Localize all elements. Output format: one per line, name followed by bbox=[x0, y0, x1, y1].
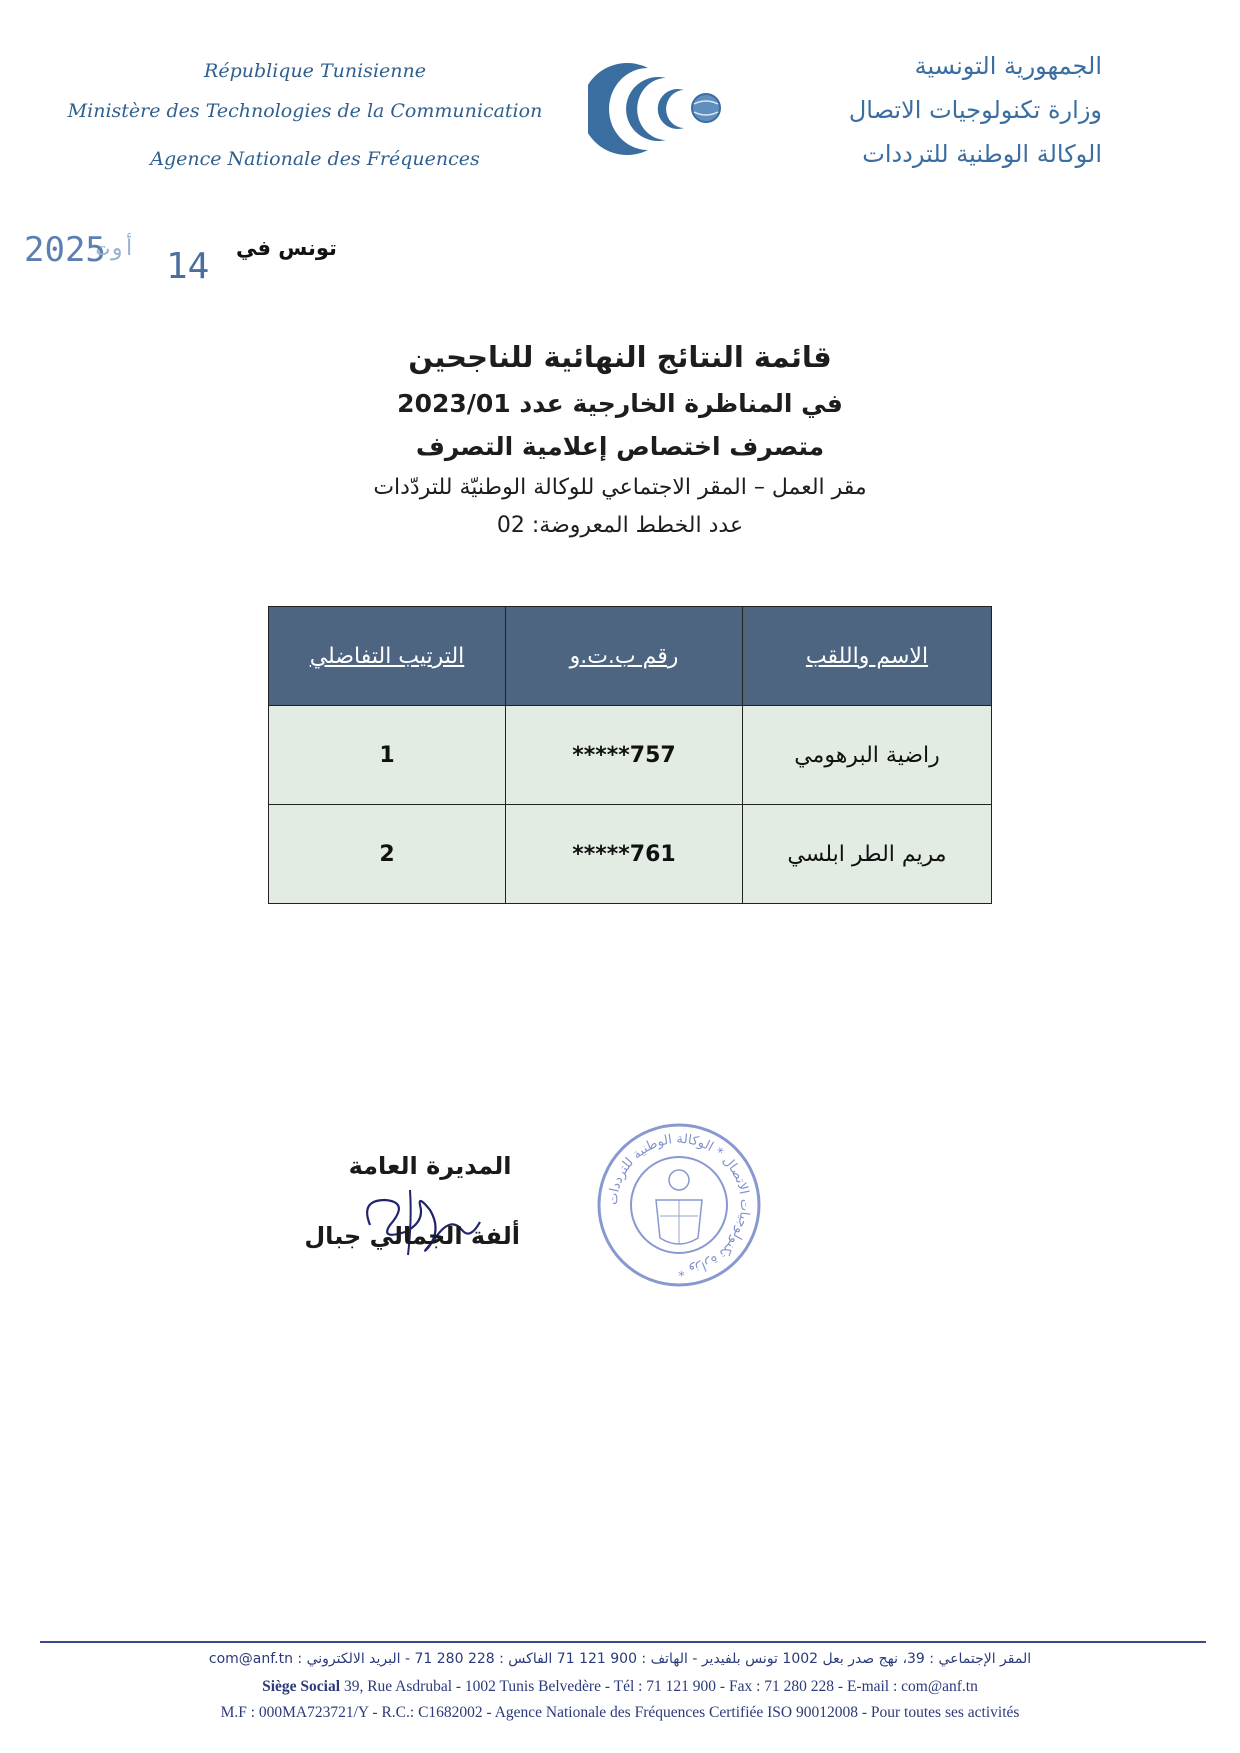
cell-id: *****761 bbox=[506, 805, 743, 904]
footer-siege-label: Siège Social bbox=[262, 1678, 341, 1695]
header-fr-republic: République Tunisienne bbox=[204, 60, 426, 82]
date-city-label: تونس في bbox=[236, 236, 337, 260]
col-header-name: الاسم واللقب bbox=[742, 607, 991, 706]
anf-logo-icon bbox=[588, 60, 734, 156]
header-fr-agency: Agence Nationale des Fréquences bbox=[150, 148, 480, 170]
col-header-id: رقم ب.ت.و bbox=[506, 607, 743, 706]
cell-name: مريم الطر ابلسي bbox=[742, 805, 991, 904]
doc-subtitle-position: متصرف اختصاص إعلامية التصرف bbox=[415, 432, 825, 461]
signatory-title: المديرة العامة bbox=[348, 1152, 512, 1180]
footer-ar-address: المقر الإجتماعي : 39، نهج صدر بعل 1002 تونس بلفيدير - الهاتف : 900 121 71 الفاكس : 228 280 71 - البريد الالكتروني : com@anf.tn bbox=[208, 1651, 1032, 1667]
table-header-row bbox=[269, 607, 992, 706]
date-month: أوت bbox=[96, 236, 136, 261]
header-ar-agency: الوكالة الوطنية للترددات bbox=[862, 140, 1102, 168]
cell-id: *****757 bbox=[506, 706, 743, 805]
svg-text:وزارة تكنولوجيات الاتصال * الو: وزارة تكنولوجيات الاتصال * الوكالة الوطنية للترددات * bbox=[605, 1131, 753, 1279]
doc-positions-count: عدد الخطط المعروضة: 02 bbox=[496, 513, 744, 538]
header-ar-republic: الجمهورية التونسية bbox=[914, 52, 1102, 80]
col-header-rank: الترتيب التفاضلي bbox=[269, 607, 506, 706]
header-ar-ministry: وزارة تكنولوجيات الاتصال bbox=[848, 96, 1102, 124]
footer-legal: M.F : 000MA723721/Y - R.C.: C1682002 - Agence Nationale des Fréquences Certifiée ISO 90012008 - Pour toutes ses activités bbox=[220, 1704, 1020, 1721]
footer-divider bbox=[40, 1641, 1206, 1643]
date-day: 14 bbox=[166, 246, 210, 287]
table-row bbox=[269, 706, 992, 805]
doc-title: قائمة النتائج النهائية للناجحين bbox=[408, 340, 832, 374]
footer-siege-text: 39, Rue Asdrubal - 1002 Tunis Belvedère - Tél : 71 121 900 - Fax : 71 280 228 - E-mail : com@anf.tn bbox=[343, 1678, 978, 1695]
footer-siege bbox=[0, 1678, 1240, 1696]
signatory-name: ألفة الجمالي جبال bbox=[304, 1222, 520, 1250]
header-fr-ministry: Ministère des Technologies de la Communication bbox=[67, 100, 543, 122]
doc-subtitle-competition: في المناظرة الخارجية عدد 2023/01 bbox=[397, 389, 843, 418]
official-seal-icon bbox=[594, 1120, 764, 1290]
results-table bbox=[268, 606, 992, 904]
cell-name: راضية البرهومي bbox=[742, 706, 991, 805]
table-row bbox=[269, 805, 992, 904]
cell-rank: 1 bbox=[269, 706, 506, 805]
date-year: 2025 bbox=[24, 230, 106, 270]
doc-workplace: مقر العمل – المقر الاجتماعي للوكالة الوطنيّة للتردّدات bbox=[373, 475, 867, 500]
cell-rank: 2 bbox=[269, 805, 506, 904]
